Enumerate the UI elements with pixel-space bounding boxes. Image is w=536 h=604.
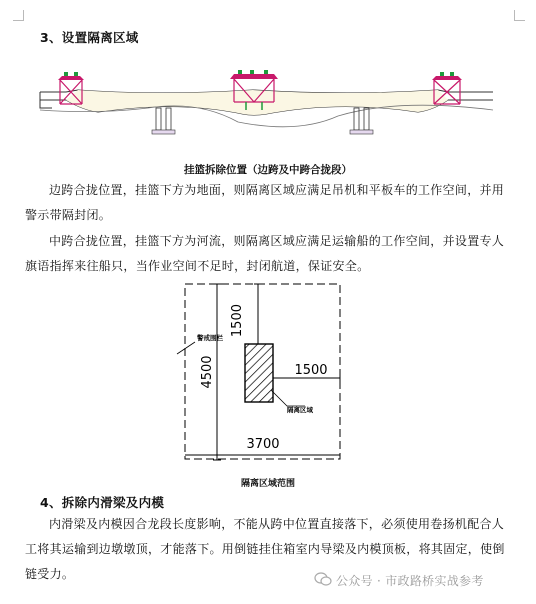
paragraph-side-span-line2: 警示带隔封闭。	[25, 208, 112, 222]
paragraph-mid-span-line2: 旗语指挥来往船只，当作业空间不足时，封闭航道，保证安全。	[25, 259, 370, 273]
bridge-elevation-drawing	[38, 70, 498, 150]
label-right-dimension: 1500	[294, 363, 328, 378]
isolation-hatched-zone	[245, 344, 273, 402]
paragraph-side-span-line1: 边跨合拢位置，挂篮下方为地面，则隔离区域应满足吊机和平板车的工作空间，并用	[49, 183, 505, 197]
section-3-heading: 3、设置隔离区域	[40, 30, 139, 45]
pier-left	[152, 108, 175, 134]
paragraph-section4-line2: 工将其运输到边墩墩顶，才能落下。用倒链挂住箱室内导梁及内模顶板，将其固定，使倒	[25, 542, 505, 556]
paragraph-mid-span-line1: 中跨合拢位置，挂篮下方为河流，则隔离区域应满足运输船的工作空间，并设置专人	[49, 234, 505, 248]
label-top-dimension: 1500	[230, 304, 245, 338]
page-corner-mark-left	[13, 10, 24, 21]
paragraph-section4-line3: 链受力。	[25, 567, 75, 581]
section-4-heading: 4、拆除内滑梁及内模	[40, 495, 165, 510]
label-left-dimension: 4500	[200, 355, 215, 389]
watermark-text: 公众号 · 市政路桥实战参考	[336, 574, 484, 588]
isolation-zone-drawing	[175, 282, 355, 472]
leader-fence	[177, 342, 195, 354]
label-bottom-dimension: 3700	[246, 437, 280, 452]
isolation-figure-caption: 隔离区域范围	[240, 479, 295, 489]
bridge-figure-caption: 挂篮拆除位置（边跨及中跨合拢段）	[184, 164, 352, 176]
callout-zone: 隔离区域	[287, 406, 313, 414]
page-corner-mark-right	[514, 10, 525, 21]
wechat-icon	[314, 572, 332, 586]
callout-fence: 警戒围栏	[197, 334, 223, 342]
leader-zone	[271, 390, 305, 406]
paragraph-section4-line1: 内滑梁及内模因合龙段长度影响，不能从跨中位置直接落下，必须使用卷扬机配合人	[49, 517, 505, 531]
